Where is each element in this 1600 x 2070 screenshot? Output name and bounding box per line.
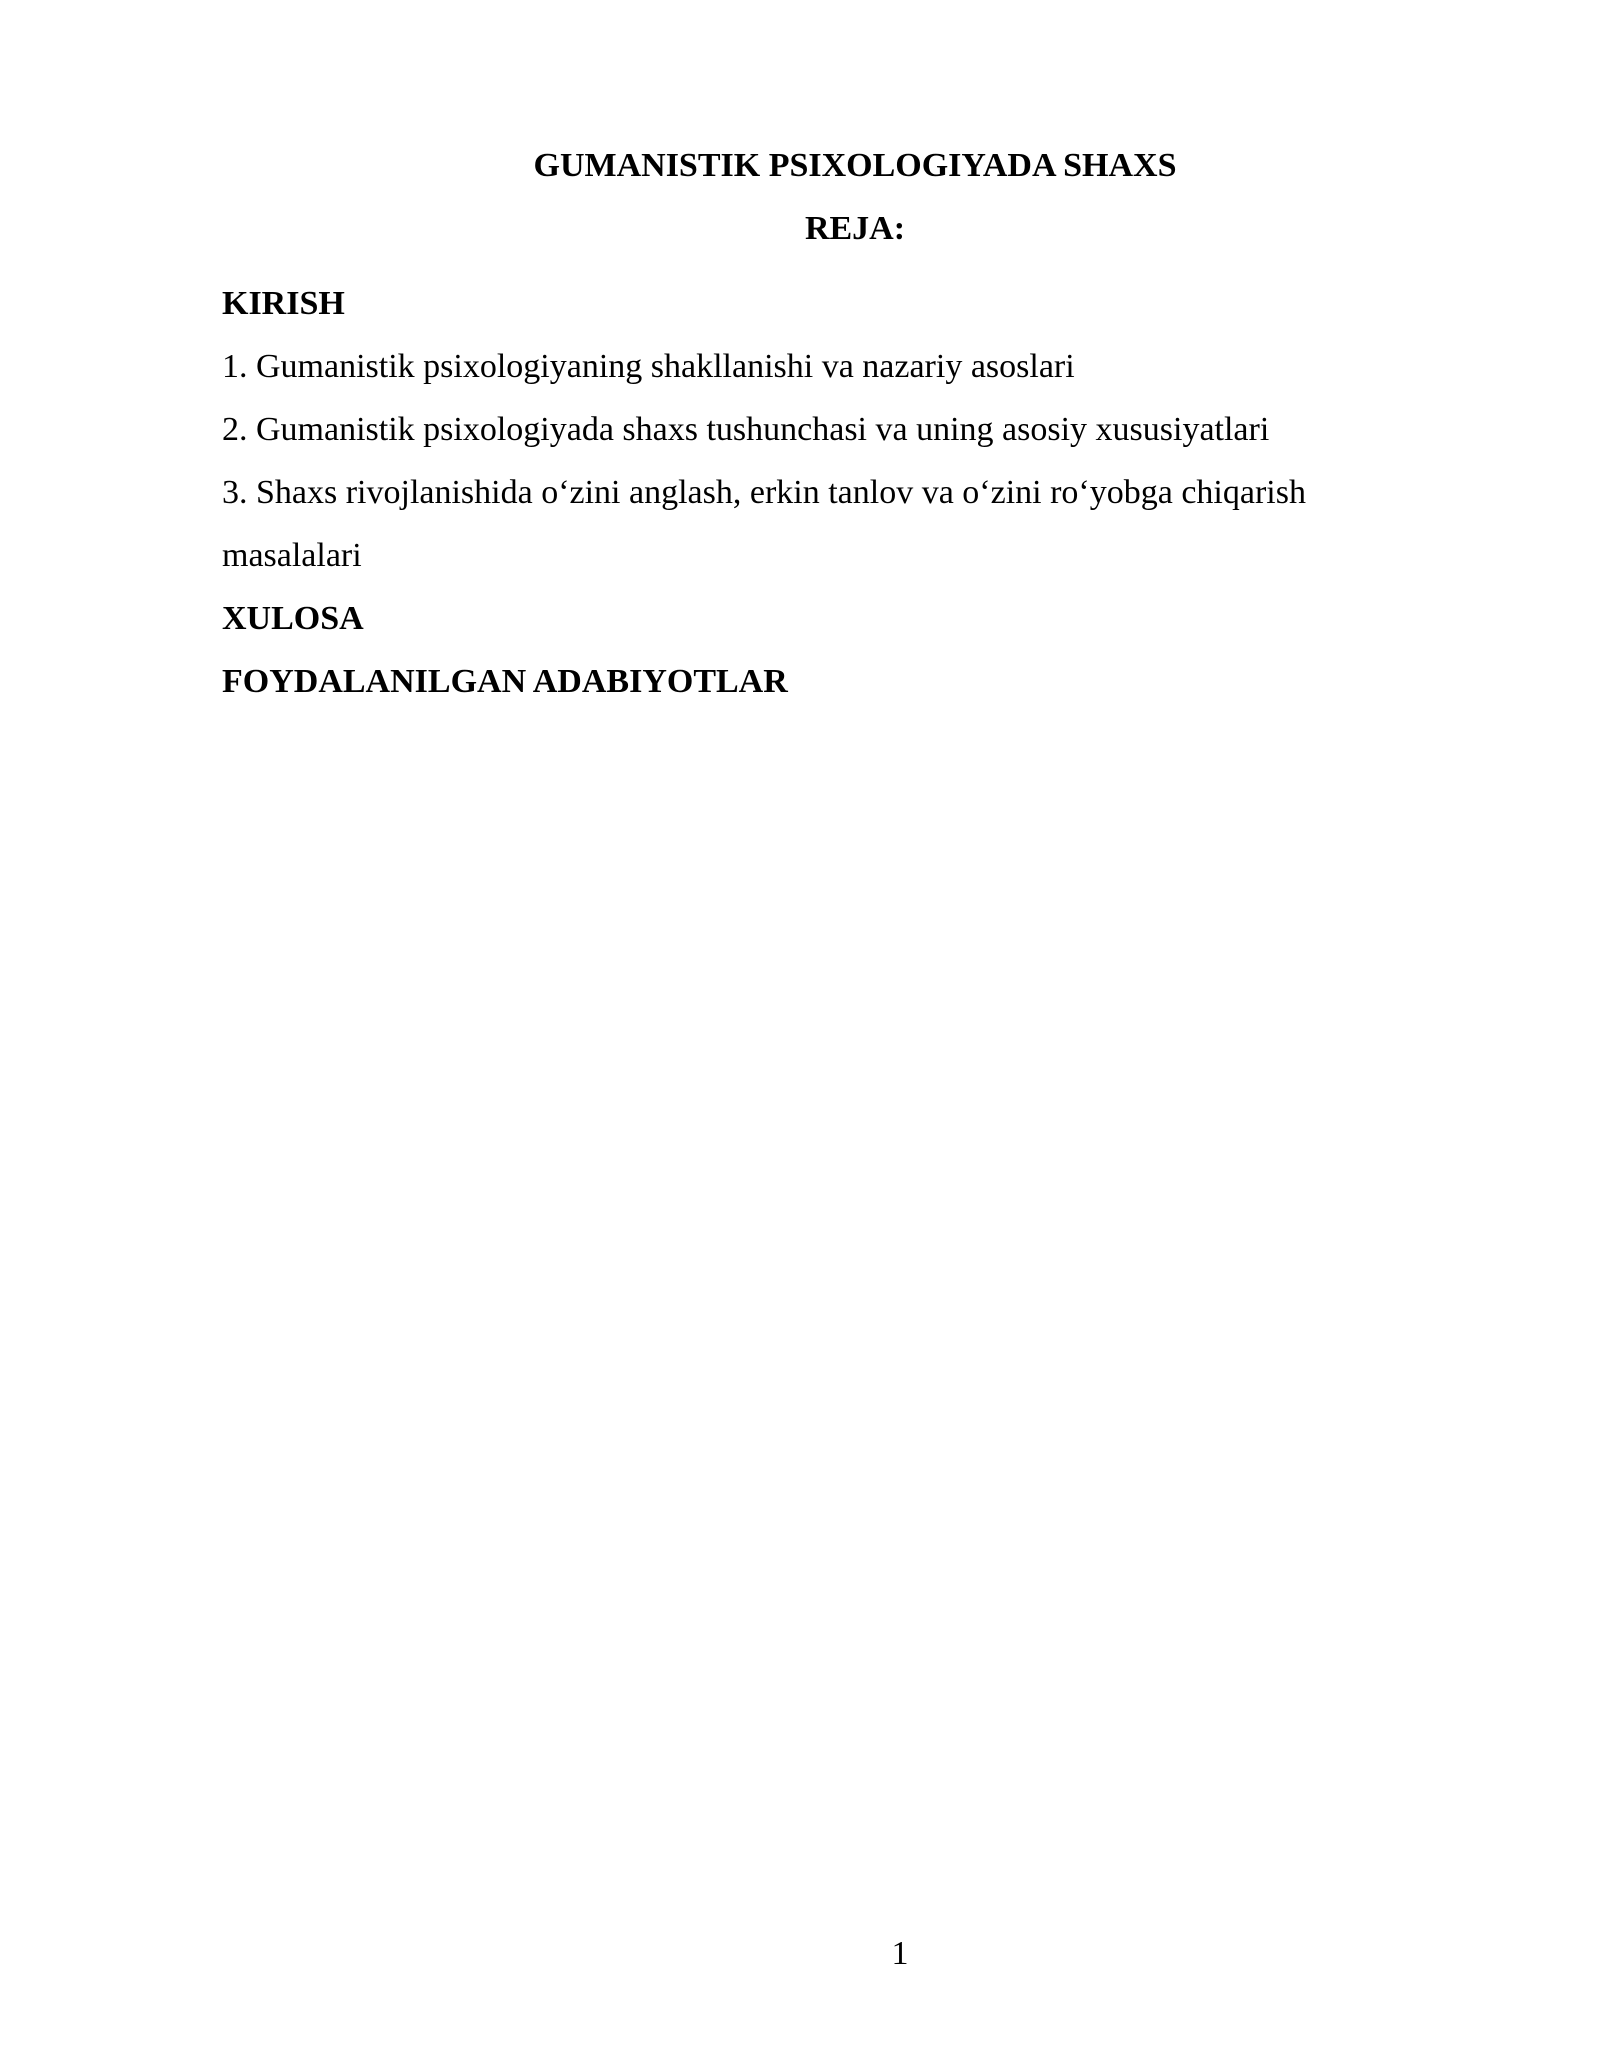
plan-item-references: FOYDALANILGAN ADABIYOTLAR	[222, 663, 788, 700]
plan-item-conclusion: XULOSA	[222, 600, 364, 637]
plan-item-intro: KIRISH	[222, 285, 345, 322]
page-number: 1	[891, 1935, 909, 1972]
plan-list	[222, 272, 1422, 713]
plan-item-3-continuation: masalalari	[222, 537, 362, 574]
plan-heading: REJA:	[804, 210, 906, 247]
plan-item-3: 3. Shaxs rivojlanishida o‘zini anglash, erkin tanlov va o‘zini ro‘yobga chiqarish	[222, 474, 1306, 511]
plan-item-1: 1. Gumanistik psixologiyaning shakllanishi va nazariy asoslari	[222, 348, 1075, 385]
plan-item-2: 2. Gumanistik psixologiyada shaxs tushunchasi va uning asosiy xususiyatlari	[222, 411, 1270, 448]
document-title: GUMANISTIK PSIXOLOGIYADA SHAXS	[533, 147, 1177, 184]
